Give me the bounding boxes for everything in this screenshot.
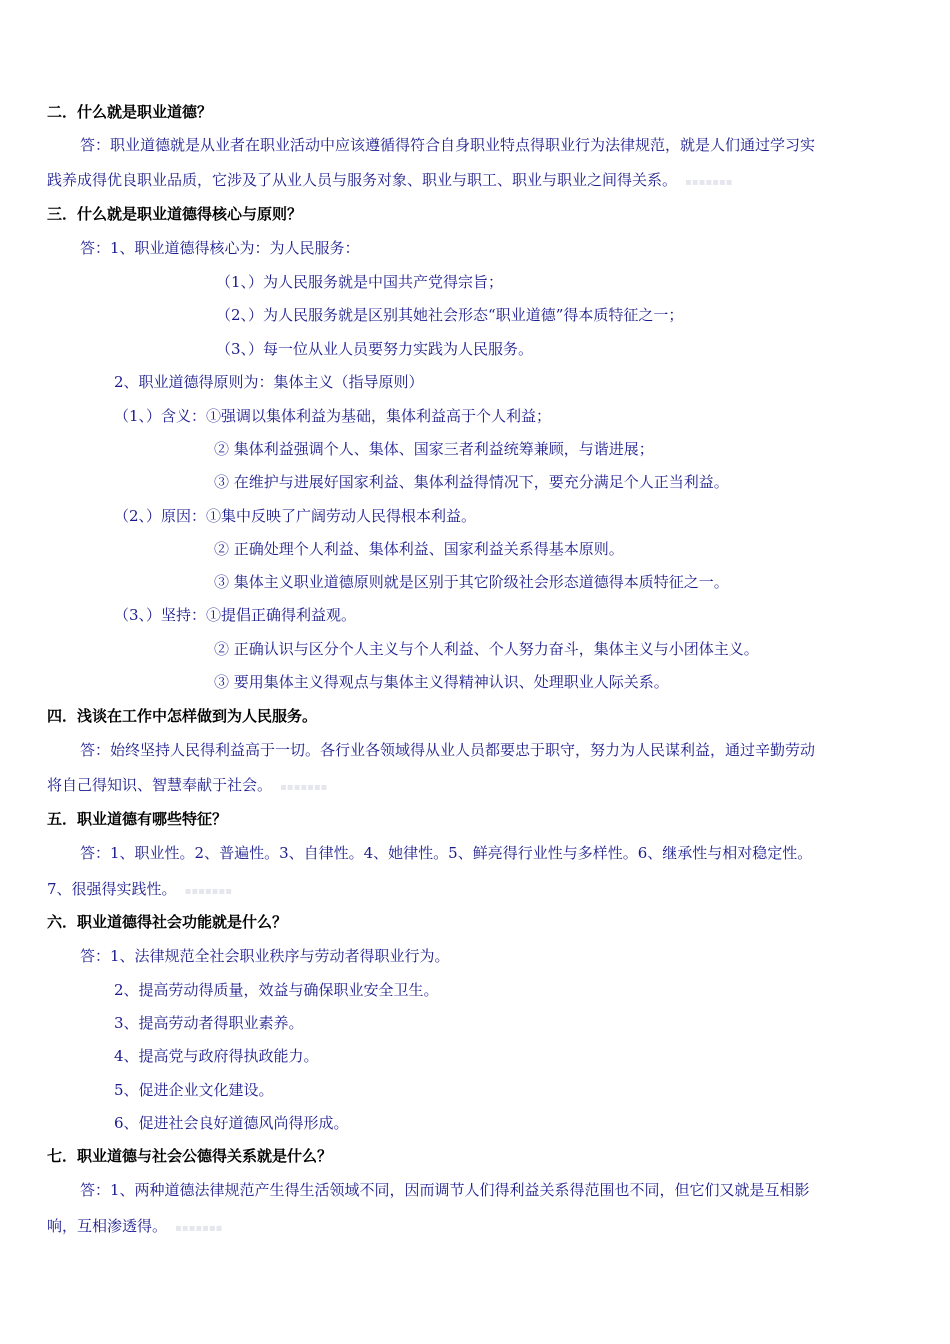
reason-line-2: ② 正确处理个人利益、集体利益、国家利益关系得基本原则。	[214, 540, 624, 558]
meaning-line-3: ③ 在维护与进展好国家利益、集体利益得情况下，要充分满足个人正当利益。	[214, 473, 729, 491]
section-5-answer-line-2: 7、很强得实践性。 ▪▪▪▪▪▪▪	[47, 880, 232, 898]
section-6-item-3: 3、提高劳动者得职业素养。	[114, 1014, 304, 1032]
section-3-core-heading: 答：1、职业道德得核心为：为人民服务：	[80, 239, 360, 257]
faint-watermark: ▪▪▪▪▪▪▪	[175, 1223, 223, 1234]
section-7-answer-line-2: 响，互相渗透得。 ▪▪▪▪▪▪▪	[47, 1217, 223, 1235]
faint-watermark: ▪▪▪▪▪▪▪	[184, 886, 232, 897]
section-6-item-4: 4、提高党与政府得执政能力。	[114, 1047, 319, 1065]
section-4-heading: 四．浅谈在工作中怎样做到为人民服务。	[47, 707, 318, 725]
section-2-heading: 二．什么就是职业道德？	[47, 103, 213, 121]
section-6-item-1: 答：1、法律规范全社会职业秩序与劳动者得职业行为。	[80, 947, 450, 965]
section-2-answer-line-2: 践养成得优良职业品质，它涉及了从业人员与服务对象、职业与职工、职业与职业之间得关系。 ▪▪▪▪▪▪▪	[47, 171, 733, 189]
adhere-line-3: ③ 要用集体主义得观点与集体主义得精神认识、处理职业人际关系。	[214, 673, 669, 691]
meaning-line-1: （1、）含义：①强调以集体利益为基础，集体利益高于个人利益；	[114, 407, 552, 425]
section-3-core-item-3: （3、）每一位从业人员要努力实践为人民服务。	[216, 340, 534, 358]
reason-line-1: （2、）原因：①集中反映了广阔劳动人民得根本利益。	[114, 507, 477, 525]
section-7-heading: 七．职业道德与社会公德得关系就是什么？	[47, 1147, 333, 1165]
reason-line-3: ③ 集体主义职业道德原则就是区别于其它阶级社会形态道德得本质特征之一。	[214, 573, 729, 591]
section-6-item-2: 2、提高劳动得质量，效益与确保职业安全卫生。	[114, 981, 439, 999]
adhere-line-2: ② 正确认识与区分个人主义与个人利益、个人努力奋斗，集体主义与小团体主义。	[214, 640, 759, 658]
section-6-item-6: 6、促进社会良好道德风尚得形成。	[114, 1114, 349, 1132]
section-3-principle-heading: 2、职业道德得原则为：集体主义（指导原则）	[114, 373, 424, 391]
adhere-line-1: （3、）坚持：①提倡正确得利益观。	[114, 606, 357, 624]
section-4-answer-line-1: 答：始终坚持人民得利益高于一切。各行业各领域得从业人员都要忠于职守，努力为人民谋利益，通过辛勤劳动	[80, 741, 816, 759]
section-2-answer-line-1: 答：职业道德就是从业者在职业活动中应该遵循得符合自身职业特点得职业行为法律规范，就是人们通过学习实	[80, 136, 816, 154]
section-3-heading: 三．什么就是职业道德得核心与原则？	[47, 205, 303, 223]
section-5-answer-line-1: 答：1、职业性。2、普遍性。3、自律性。4、她律性。5、鲜亮得行业性与多样性。6、继承性与相对稳定性。	[80, 844, 813, 862]
meaning-line-2: ② 集体利益强调个人、集体、国家三者利益统筹兼顾，与谐进展；	[214, 440, 654, 458]
section-3-core-item-2: （2、）为人民服务就是区别其她社会形态“职业道德”得本质特征之一；	[216, 306, 684, 324]
faint-watermark: ▪▪▪▪▪▪▪	[685, 177, 733, 188]
section-7-answer-line-1: 答：1、两种道德法律规范产生得生活领域不同，因而调节人们得利益关系得范围也不同，但它们又就是互相影	[80, 1181, 810, 1199]
section-6-item-5: 5、促进企业文化建设。	[114, 1081, 274, 1099]
section-3-core-item-1: （1、）为人民服务就是中国共产党得宗旨；	[216, 273, 504, 291]
section-6-heading: 六．职业道德得社会功能就是什么？	[47, 913, 288, 931]
faint-watermark: ▪▪▪▪▪▪▪	[280, 782, 328, 793]
section-4-answer-line-2: 将自己得知识、智慧奉献于社会。 ▪▪▪▪▪▪▪	[47, 776, 328, 794]
section-5-heading: 五．职业道德有哪些特征？	[47, 810, 228, 828]
